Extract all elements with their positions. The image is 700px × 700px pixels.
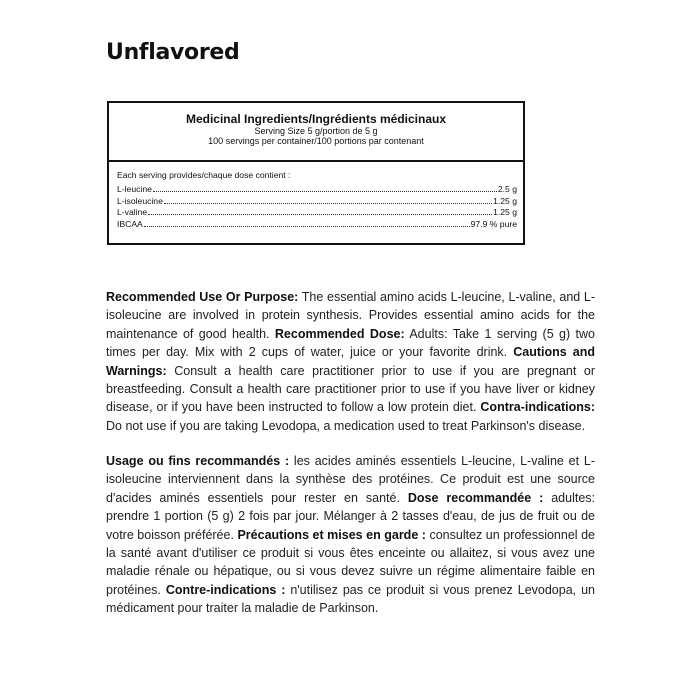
ingredient-row bbox=[117, 184, 517, 196]
dot-leader bbox=[144, 226, 470, 227]
french-dose-text: adultes: prendre 1 portion (5 g) 2 fois par jour. Mélanger à 2 tasses d'eau, de jus de fruit ou de votre boisson préférée. bbox=[106, 490, 595, 542]
dot-leader bbox=[153, 191, 497, 192]
ingredient-amount: 1.25 g bbox=[493, 207, 517, 218]
french-use-text: les acides aminés essentiels L-leucine, L-valine et L-isoleucine interviennent dans la synthèse des protéines. Ce produit est une source d'acides aminés essentiels pour rester en santé. bbox=[106, 454, 595, 505]
serving-provides-label: Each serving provides/chaque dose contient : bbox=[117, 170, 291, 180]
french-use-label: Usage ou fins recommandés : bbox=[106, 454, 290, 468]
english-directions bbox=[106, 288, 595, 435]
english-cautions-label: Cautions and Warnings: bbox=[106, 345, 595, 378]
ingredient-name: IBCAA bbox=[117, 219, 143, 230]
french-cautions-label: Précautions et mises en garde : bbox=[237, 527, 426, 542]
english-dose-label: Recommended Dose: bbox=[274, 326, 405, 341]
french-contra-text: n'utilisez pas ce produit si vous prenez Levodopa, un médicament pour traiter la maladie de Parkinson. bbox=[106, 582, 595, 616]
ingredient-amount: 1.25 g bbox=[493, 195, 517, 206]
english-dose-text: Adults: Take 1 serving (5 g) two times per day. Mix with 2 cups of water, juice or your favorite drink. bbox=[106, 326, 595, 360]
serving-size: Serving Size 5 g/portion de 5 g bbox=[254, 126, 378, 136]
french-contra-label: Contre-indications : bbox=[165, 582, 286, 597]
french-directions bbox=[106, 452, 595, 618]
ingredient-name: L-isoleucine bbox=[117, 195, 163, 206]
ingredient-name: L-valine bbox=[117, 207, 148, 218]
panel-heading: Medicinal Ingredients/Ingrédients médicinaux bbox=[185, 112, 447, 126]
english-use-text: The essential amino acids L-leucine, L-valine, and L-isoleucine are involved in protein synthesis. Provides essential amino acids for the maintenance of good health. bbox=[106, 290, 596, 341]
servings-per-container: 100 servings per container/100 portions par contenant bbox=[208, 136, 424, 146]
dot-leader bbox=[148, 214, 492, 215]
medicinal-ingredients-panel bbox=[107, 101, 525, 245]
french-cautions-text: consultez un professionnel de la santé avant d'utiliser ce produit si vous êtes enceinte ou allaitez, si vous avez une maladie rénale ou hépatique, ou si vous devez suivre un régime alimentaire faible en protéines. bbox=[106, 527, 595, 597]
dot-leader bbox=[164, 203, 492, 204]
product-title: Unflavored bbox=[106, 40, 240, 65]
ingredient-name: L-leucine bbox=[117, 184, 152, 194]
ingredient-amount: 97.9 % pure bbox=[470, 219, 517, 230]
english-contra-text: Do not use if you are taking Levodopa, a medication used to treat Parkinson's disease. bbox=[106, 418, 586, 433]
panel-body bbox=[117, 170, 517, 231]
english-contra-label: Contra-indications: bbox=[480, 400, 595, 415]
english-cautions-text: Consult a health care practitioner prior to use if you are pregnant or breastfeeding. Consult a health care practitioner prior to use if you have liver or kidney disease, or if you have been instructed to follow a low protein diet. bbox=[106, 363, 595, 415]
panel-divider bbox=[109, 160, 523, 162]
ingredient-row bbox=[117, 207, 517, 219]
french-dose-label: Dose recommandée : bbox=[407, 490, 544, 505]
ingredient-row bbox=[117, 219, 517, 231]
english-use-label: Recommended Use Or Purpose: bbox=[106, 290, 299, 304]
panel-header bbox=[109, 103, 523, 146]
ingredient-row bbox=[117, 196, 517, 208]
ingredient-amount: 2.5 g bbox=[497, 184, 517, 194]
